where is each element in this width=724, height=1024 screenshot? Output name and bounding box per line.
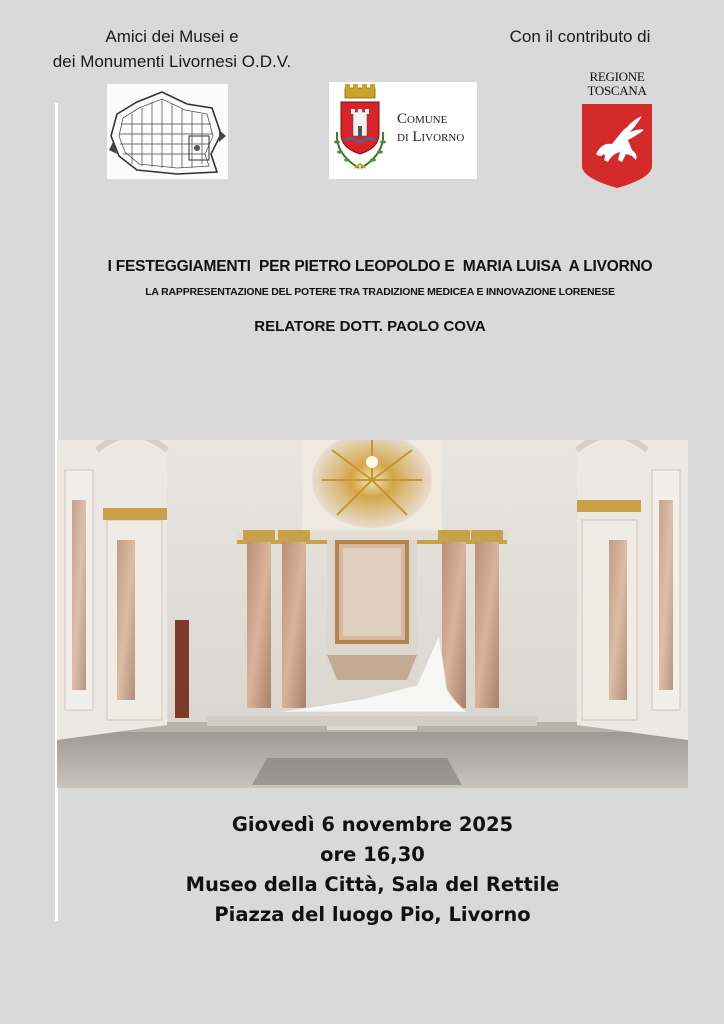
event-title: I FESTEGGIAMENTI PER PIETRO LEOPOLDO E MARIA LUISA A LIVORNO bbox=[107, 258, 653, 275]
event-venue: Museo della Città, Sala del Rettile bbox=[185, 873, 560, 896]
museum-hall-photo bbox=[57, 440, 688, 788]
event-time: ore 16,30 bbox=[320, 843, 425, 866]
pegasus-shield-icon bbox=[582, 104, 652, 188]
event-speaker: RELATORE DOTT. PAOLO COVA bbox=[254, 318, 486, 335]
livorno-coat-of-arms-icon bbox=[329, 82, 393, 179]
church-interior-illustration bbox=[57, 440, 688, 788]
regione-logo-text: REGIONE TOSCANA bbox=[587, 69, 647, 98]
comune-di-livorno-logo bbox=[329, 82, 477, 179]
livorno-fortress-map-logo bbox=[107, 84, 228, 179]
contribution-label: Con il contributo di bbox=[509, 27, 651, 46]
organizer-name: Amici dei Musei e dei Monumenti Livornesi O.D.V. bbox=[52, 27, 292, 71]
fortress-map-icon bbox=[107, 84, 228, 179]
event-date: Giovedì 6 novembre 2025 bbox=[231, 813, 514, 836]
regione-toscana-logo bbox=[582, 70, 652, 188]
event-address: Piazza del luogo Pio, Livorno bbox=[214, 903, 531, 926]
event-subtitle: LA RAPPRESENTAZIONE DEL POTERE TRA TRADIZIONE MEDICEA E INNOVAZIONE LORENESE bbox=[145, 286, 615, 298]
comune-logo-text: Comune di Livorno bbox=[397, 111, 465, 145]
event-details bbox=[100, 810, 645, 930]
